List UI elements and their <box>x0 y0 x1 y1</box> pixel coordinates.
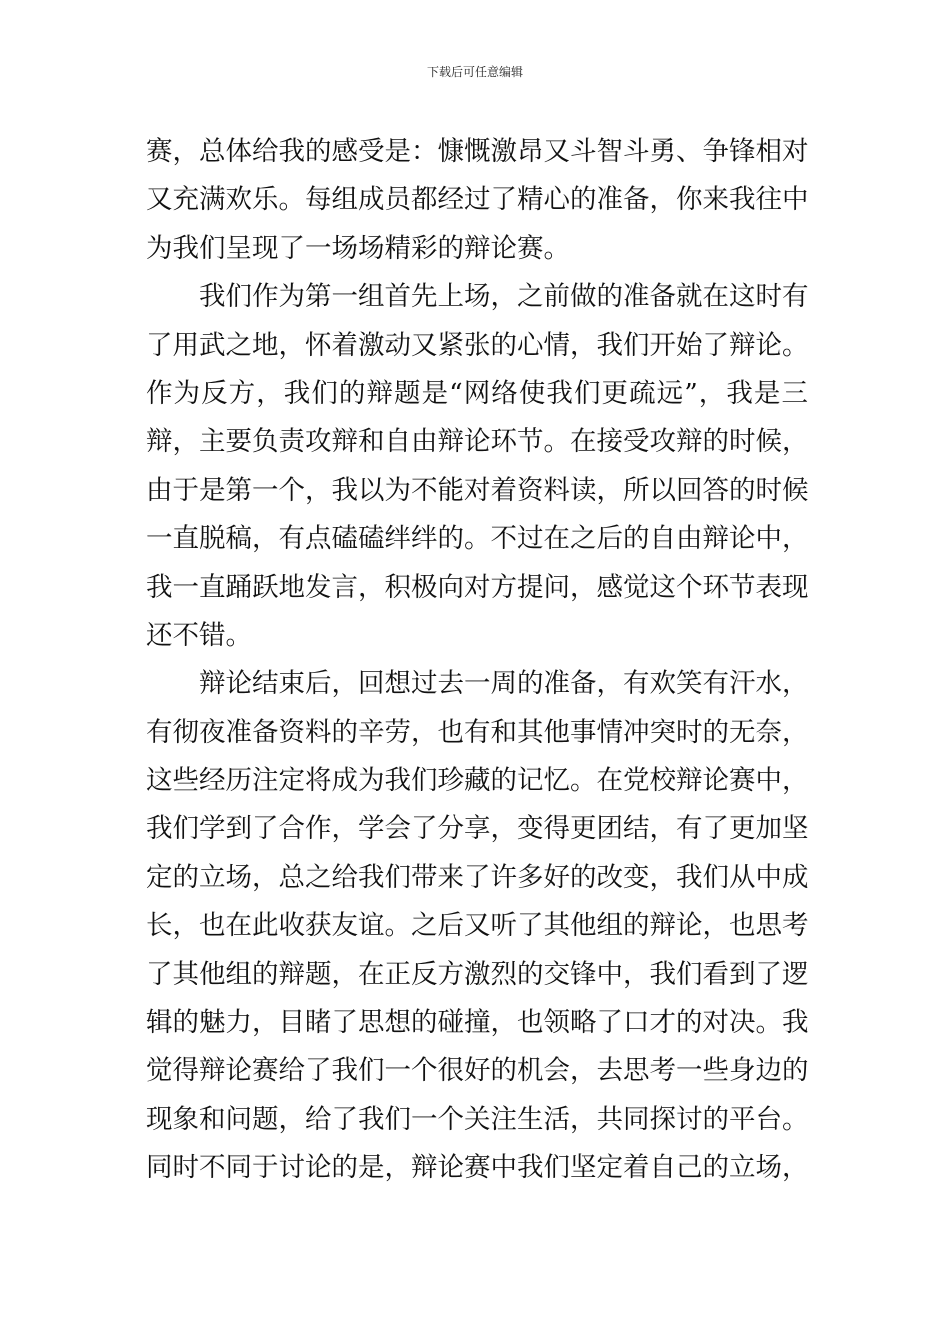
text-line: 现象和问题，给了我们一个关注生活，共同探讨的平台。 <box>146 1103 809 1135</box>
text-line: 有彻夜准备资料的辛劳，也有和其他事情冲突时的无奈， <box>146 716 809 748</box>
text-line: 作为反方，我们的辩题是“网络使我们更疏远”，我是三 <box>146 377 808 409</box>
text-line: 辩论结束后，回想过去一周的准备，有欢笑有汗水， <box>199 668 809 700</box>
text-line: 我们作为第一组首先上场，之前做的准备就在这时有 <box>199 281 809 313</box>
text-line: 赛，总体给我的感受是：慷慨激昂又斗智斗勇、争锋相对 <box>146 136 809 167</box>
text-line: 为我们呈现了一场场精彩的辩论赛。 <box>146 232 570 264</box>
text-line: 觉得辩论赛给了我们一个很好的机会，去思考一些身边的 <box>146 1055 809 1087</box>
text-line: 我一直踊跃地发言，积极向对方提问，感觉这个环节表现 <box>146 571 809 603</box>
text-line: 我们学到了合作，学会了分享，变得更团结，有了更加坚 <box>146 813 809 845</box>
text-line: 这些经历注定将成为我们珍藏的记忆。在党校辩论赛中， <box>146 765 809 797</box>
text-line: 定的立场，总之给我们带来了许多好的改变，我们从中成 <box>146 861 809 893</box>
text-line: 长，也在此收获友谊。之后又听了其他组的辩论，也思考 <box>146 910 809 942</box>
text-line: 又充满欢乐。每组成员都经过了精心的准备，你来我往中 <box>146 184 809 216</box>
text-line: 了其他组的辩题，在正反方激烈的交锋中，我们看到了逻 <box>146 958 809 990</box>
text-line: 同时不同于讨论的是，辩论赛中我们坚定着自己的立场， <box>146 1152 809 1184</box>
page-header: 下载后可任意编辑 <box>426 65 523 79</box>
text-line: 辩，主要负责攻辩和自由辩论环节。在接受攻辩的时候， <box>146 426 809 458</box>
text-line: 一直脱稿，有点磕磕绊绊的。不过在之后的自由辩论中， <box>146 523 809 555</box>
text-line: 由于是第一个，我以为不能对着资料读，所以回答的时候 <box>146 474 809 506</box>
body-text <box>146 128 808 1193</box>
text-line: 了用武之地，怀着激动又紧张的心情，我们开始了辩论。 <box>146 329 809 361</box>
text-line: 还不错。 <box>146 619 252 651</box>
text-line: 辑的魅力，目睹了思想的碰撞，也领略了口才的对决。我 <box>146 1007 809 1039</box>
